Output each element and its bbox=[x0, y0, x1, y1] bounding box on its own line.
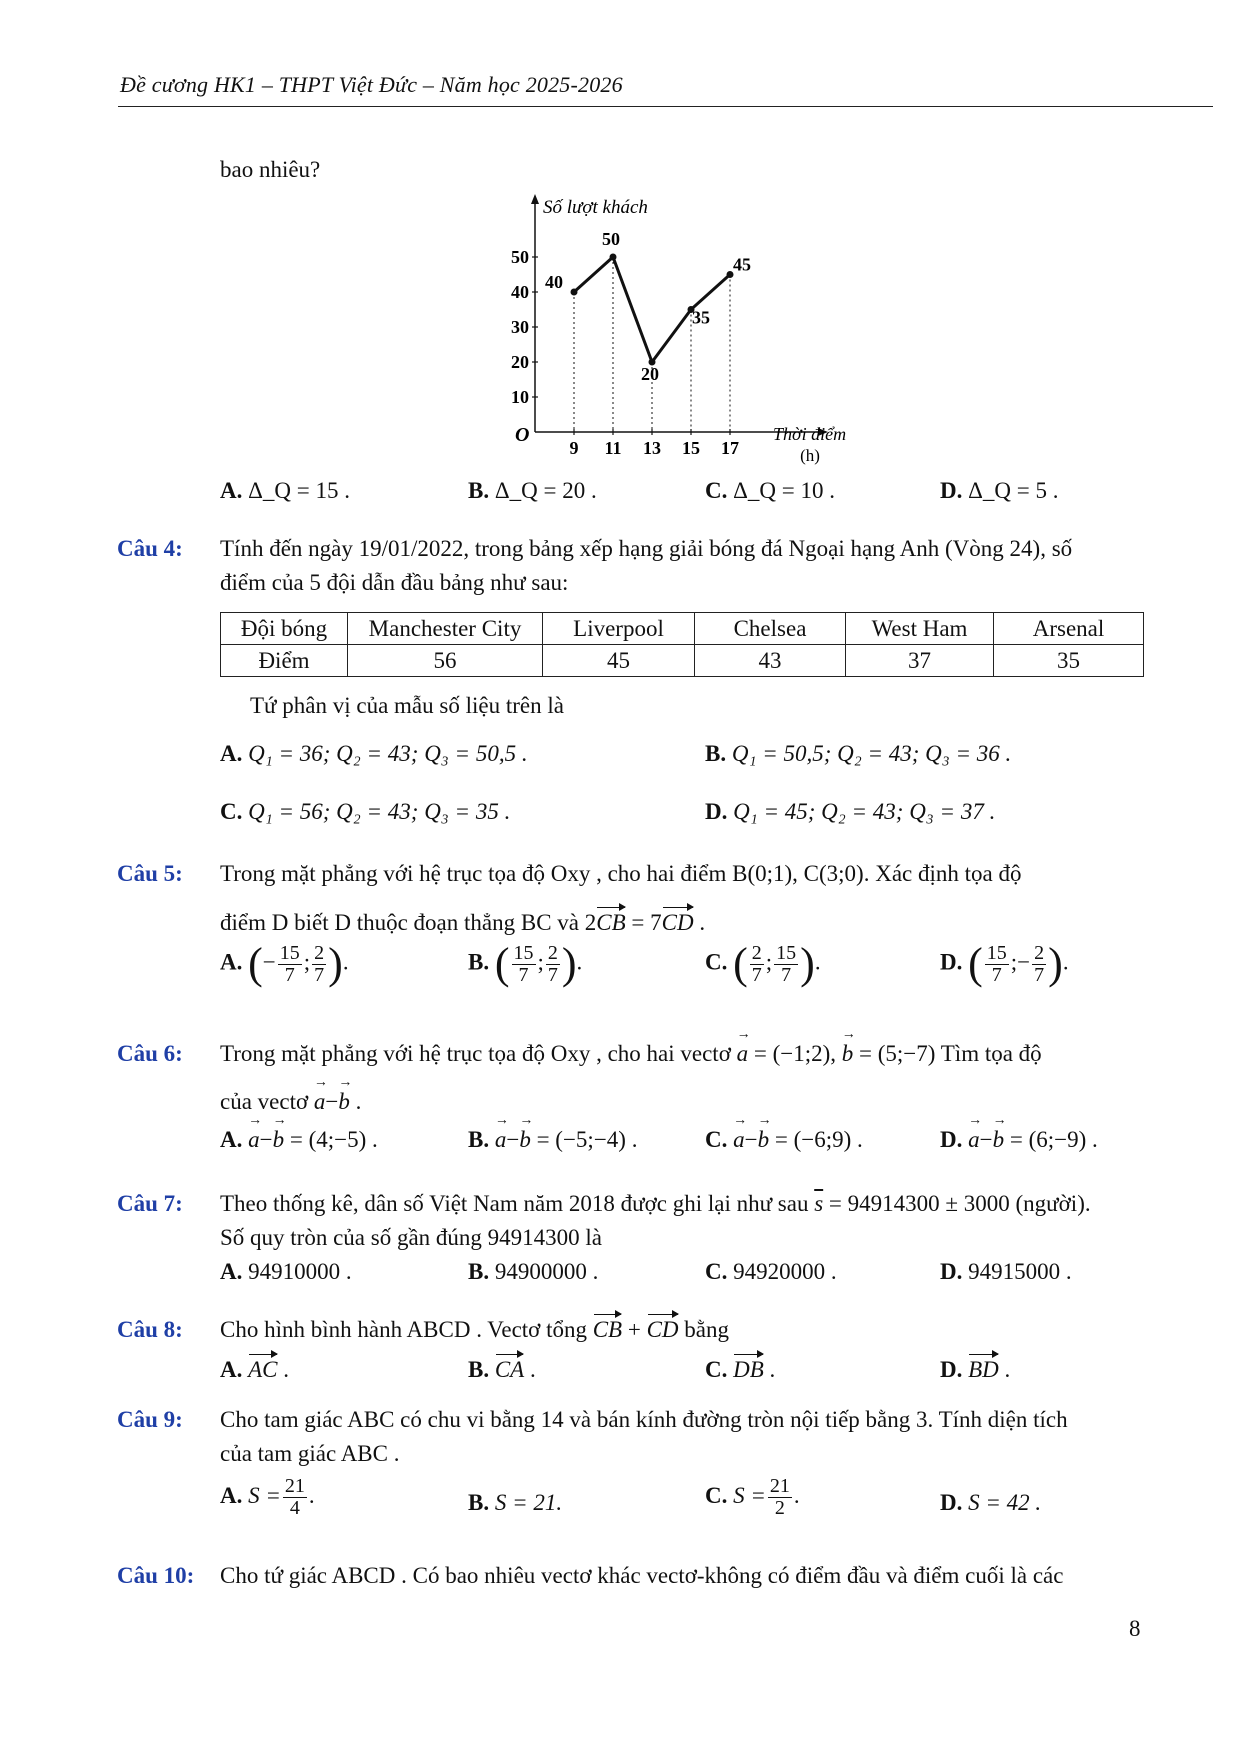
option-text: 94920000 . bbox=[733, 1259, 837, 1284]
q8-line1-text: Cho hình bình hành ABCD . Vectơ tổng bbox=[220, 1317, 593, 1342]
option-label: A. bbox=[220, 1259, 243, 1284]
fraction bbox=[278, 943, 302, 986]
table-header-cell: Arsenal bbox=[994, 613, 1144, 645]
x-tick-label: 11 bbox=[604, 438, 622, 458]
q7-line1 bbox=[220, 1191, 1091, 1217]
plus-sign: + bbox=[622, 1317, 647, 1342]
option-text: Q₁ = 56; Q₂ = 43; Q₃ = 35 . bbox=[248, 799, 511, 824]
q8-line1 bbox=[220, 1317, 729, 1343]
q7-option-d[interactable] bbox=[940, 1259, 1072, 1285]
q7-line2: Số quy tròn của số gần đúng 94914300 là bbox=[220, 1225, 603, 1250]
q3-line-chart bbox=[480, 190, 880, 470]
option-text: Δ_Q = 20 . bbox=[494, 478, 597, 503]
data-label: 35 bbox=[692, 307, 710, 328]
option-text: Δ_Q = 10 . bbox=[733, 478, 835, 503]
option-text: = (−5;−4) . bbox=[536, 1127, 638, 1152]
q9-label: Câu 9: bbox=[117, 1407, 183, 1432]
q4-option-a[interactable] bbox=[220, 741, 528, 767]
table-cell: 35 bbox=[994, 645, 1144, 677]
right-paren: ) bbox=[328, 939, 343, 988]
q4-question: Tứ phân vị của mẫu số liệu trên là bbox=[250, 693, 564, 718]
denominator: 7 bbox=[547, 963, 558, 986]
q7-line1-text: Theo thống kê, dân số Việt Nam năm 2018 được ghi lại như sau bbox=[220, 1191, 815, 1216]
page-header: Đề cương HK1 – THPT Việt Đức – Năm học 2025-2026 bbox=[120, 72, 623, 97]
table-cell: 45 bbox=[543, 645, 695, 677]
q5-option-d[interactable]: D. ( $\frac{15}{7}$ ;− $\frac{2}{7}$ ). bbox=[940, 939, 1069, 988]
option-text: S = bbox=[733, 1482, 766, 1508]
q3-option-a[interactable] bbox=[220, 478, 350, 504]
option-label: B. bbox=[468, 1259, 490, 1284]
y-tick-label: 30 bbox=[511, 317, 529, 337]
option-label: A. bbox=[220, 1482, 243, 1508]
q3-stem-tail: bao nhiêu? bbox=[220, 157, 321, 182]
q9-line2: của tam giác ABC . bbox=[220, 1441, 400, 1466]
option-end: . bbox=[763, 1357, 776, 1382]
data-label: 50 bbox=[602, 229, 620, 249]
data-point bbox=[571, 289, 578, 296]
option-label: B. bbox=[468, 1357, 490, 1382]
table-cell: 37 bbox=[846, 645, 994, 677]
q9-option-d[interactable] bbox=[940, 1490, 1041, 1516]
fraction bbox=[985, 943, 1009, 986]
numerator: 15 bbox=[513, 941, 534, 964]
option-label: D. bbox=[940, 1127, 963, 1152]
x-axis-label: Thời điểm bbox=[773, 424, 847, 444]
option-label: A. bbox=[220, 741, 243, 766]
q8-line1-end: bằng bbox=[678, 1317, 730, 1342]
vector-a: → a bbox=[314, 1089, 326, 1115]
option-label: A. bbox=[220, 478, 243, 503]
option-text: Q₁ = 45; Q₂ = 43; Q₃ = 37 . bbox=[733, 799, 996, 824]
numerator: 2 bbox=[314, 941, 325, 964]
table-header-cell: Chelsea bbox=[695, 613, 846, 645]
vector-a: → a bbox=[733, 1127, 745, 1153]
vector-a: → a bbox=[248, 1127, 260, 1153]
right-paren: ) bbox=[561, 939, 577, 988]
denominator: 4 bbox=[289, 1497, 300, 1519]
q8-option-b[interactable] bbox=[468, 1357, 536, 1383]
q6-option-d[interactable]: D. → a−→ b = (6;−9) . bbox=[940, 1127, 1098, 1153]
table-header-cell: Liverpool bbox=[543, 613, 695, 645]
q8-option-d[interactable] bbox=[940, 1357, 1010, 1383]
q4-option-b[interactable] bbox=[705, 741, 1011, 767]
denominator: 7 bbox=[518, 963, 529, 986]
option-label: D. bbox=[940, 949, 963, 975]
q8-option-a[interactable] bbox=[220, 1357, 289, 1383]
data-label: 20 bbox=[641, 364, 659, 384]
option-text: 94915000 . bbox=[968, 1259, 1072, 1284]
y-tick-label: 10 bbox=[511, 387, 529, 407]
data-label: 40 bbox=[545, 272, 563, 292]
y-axis-arrow bbox=[531, 194, 539, 204]
option-text: S = 42 . bbox=[968, 1490, 1042, 1515]
q3-option-d[interactable] bbox=[940, 478, 1059, 504]
right-paren: ) bbox=[800, 939, 815, 988]
numerator: 2 bbox=[547, 941, 558, 964]
vector-ac: AC bbox=[248, 1357, 278, 1382]
option-label: B. bbox=[468, 949, 490, 975]
q7-label: Câu 7: bbox=[117, 1191, 183, 1216]
origin-label: O bbox=[515, 424, 530, 446]
option-text: Δ_Q = 15 . bbox=[248, 478, 350, 503]
q10-line1: Cho tứ giác ABCD . Có bao nhiêu vectơ khác vectơ-không có điểm đầu và điểm cuối là các bbox=[220, 1563, 1064, 1588]
option-label: D. bbox=[940, 1259, 963, 1284]
option-label: B. bbox=[468, 1490, 490, 1515]
q6-option-b[interactable]: B. → a−→ b = (−5;−4) . bbox=[468, 1127, 637, 1153]
vector-a: → a bbox=[737, 1041, 749, 1067]
denominator: 7 bbox=[1034, 963, 1045, 986]
x-axis-unit: (h) bbox=[800, 446, 820, 465]
q10-label: Câu 10: bbox=[117, 1563, 195, 1588]
vector-b: → b bbox=[842, 1041, 854, 1067]
numerator: 15 bbox=[986, 941, 1007, 964]
frac-sign: − bbox=[262, 949, 276, 975]
numerator: 15 bbox=[776, 941, 797, 964]
frac-sign: − bbox=[1017, 949, 1031, 975]
fraction bbox=[774, 943, 798, 986]
denominator: 7 bbox=[284, 963, 295, 986]
denominator: 7 bbox=[751, 963, 762, 986]
numerator: 2 bbox=[751, 941, 762, 964]
q5-line2-mid: = 7 bbox=[625, 910, 662, 935]
fraction bbox=[512, 943, 536, 986]
q6-line2: của vectơ → a−→ b . bbox=[220, 1089, 361, 1115]
x-tick-label: 17 bbox=[721, 438, 739, 458]
y-tick-label: 40 bbox=[511, 282, 529, 302]
option-text: = (−6;9) . bbox=[774, 1127, 863, 1152]
y-tick-label: 20 bbox=[511, 352, 529, 372]
vector-b-value: = (5;−7) Tìm tọa độ bbox=[859, 1041, 1042, 1066]
table-cell: 43 bbox=[695, 645, 846, 677]
q9-option-b[interactable] bbox=[468, 1490, 562, 1516]
q5-line1: Trong mặt phẳng với hệ trục tọa độ Oxy , cho hai điểm B(0;1), C(3;0). Xác định tọa độ bbox=[220, 861, 1022, 886]
vector-bd: BD bbox=[968, 1357, 999, 1382]
option-label: D. bbox=[940, 1490, 963, 1515]
fraction bbox=[768, 1476, 792, 1519]
q7-option-c[interactable] bbox=[705, 1259, 837, 1285]
vector-ca: CA bbox=[494, 1357, 525, 1382]
option-text: 94910000 . bbox=[248, 1259, 352, 1284]
option-end: . bbox=[308, 1482, 315, 1508]
q9-line1: Cho tam giác ABC có chu vi bằng 14 và bán kính đường tròn nội tiếp bằng 3. Tính diện tích bbox=[220, 1407, 1068, 1432]
table-cell: 56 bbox=[348, 645, 543, 677]
vector-b: → b bbox=[758, 1127, 770, 1153]
numerator: 2 bbox=[1034, 941, 1045, 964]
q7-variable: $\overline{s}$ bbox=[814, 1191, 824, 1216]
q5-line2-end: . bbox=[693, 910, 706, 935]
option-end: . bbox=[277, 1357, 290, 1382]
fraction bbox=[750, 943, 764, 986]
q6-line2-text: của vectơ bbox=[220, 1089, 314, 1114]
option-label: C. bbox=[705, 949, 728, 975]
option-text: 94900000 . bbox=[494, 1259, 599, 1284]
option-end: . bbox=[998, 1357, 1011, 1382]
vector-cd: CD bbox=[661, 910, 694, 935]
option-text: = (4;−5) . bbox=[289, 1127, 378, 1152]
q4-line2: điểm của 5 đội dẫn đầu bảng như sau: bbox=[220, 570, 569, 595]
q9-option-a[interactable] bbox=[220, 1476, 315, 1519]
q9-option-c[interactable] bbox=[705, 1476, 800, 1519]
q5-option-b[interactable]: B. ( $\frac{15}{7}$ ; $\frac{2}{7}$ ). bbox=[468, 939, 583, 988]
option-label: C. bbox=[705, 478, 728, 503]
vector-cb: CB bbox=[592, 1317, 623, 1342]
x-tick-label: 15 bbox=[682, 438, 700, 458]
fraction bbox=[312, 943, 326, 986]
q3-option-c[interactable] bbox=[705, 478, 835, 504]
option-label: B. bbox=[705, 741, 727, 766]
option-label: B. bbox=[468, 478, 490, 503]
option-end: . bbox=[524, 1357, 536, 1382]
x-tick-label: 9 bbox=[569, 438, 579, 458]
option-label: A. bbox=[220, 1127, 243, 1152]
data-point bbox=[610, 254, 617, 261]
q7-line1-value: = 94914300 ± 3000 (người). bbox=[823, 1191, 1091, 1216]
option-text: Δ_Q = 5 . bbox=[968, 478, 1059, 503]
numerator: 21 bbox=[284, 1475, 305, 1497]
q6-line2-end: . bbox=[349, 1089, 362, 1114]
option-label: D. bbox=[940, 1357, 963, 1382]
vector-b: → b bbox=[338, 1089, 350, 1115]
vector-b: → b bbox=[273, 1127, 285, 1153]
q4-option-d[interactable] bbox=[705, 799, 995, 825]
option-text: S = 21. bbox=[494, 1490, 563, 1515]
option-label: C. bbox=[705, 1259, 728, 1284]
fraction bbox=[546, 943, 560, 986]
q5-line2 bbox=[220, 910, 705, 936]
vector-b: → b bbox=[519, 1127, 531, 1153]
option-label: A. bbox=[220, 1357, 243, 1382]
option-label: C. bbox=[705, 1127, 728, 1152]
vector-cd: CD bbox=[646, 1317, 679, 1342]
vector-cb: CB bbox=[596, 910, 626, 935]
table-header-cell: Manchester City bbox=[348, 613, 543, 645]
vector-a: → a bbox=[968, 1127, 980, 1153]
fraction bbox=[1032, 943, 1046, 986]
q4-label: Câu 4: bbox=[117, 536, 183, 561]
vector-db: DB bbox=[733, 1357, 764, 1382]
y-axis-label: Số lượt khách bbox=[543, 197, 648, 218]
q4-option-c[interactable] bbox=[220, 799, 510, 825]
numerator: 21 bbox=[769, 1475, 790, 1497]
q8-option-c[interactable] bbox=[705, 1357, 775, 1383]
numerator: 15 bbox=[279, 941, 300, 964]
option-label: D. bbox=[705, 799, 728, 824]
q6-line1 bbox=[220, 1041, 1042, 1067]
q4-line1: Tính đến ngày 19/01/2022, trong bảng xếp hạng giải bóng đá Ngoại hạng Anh (Vòng 24), số bbox=[220, 536, 1073, 561]
left-paren: ( bbox=[733, 939, 748, 988]
q6-label: Câu 6: bbox=[117, 1041, 183, 1066]
option-text: S = bbox=[248, 1482, 281, 1508]
right-paren: ) bbox=[1048, 939, 1063, 988]
q5-option-a[interactable]: A. (− $\frac{15}{7}$ ; $\frac{2}{7}$ ). bbox=[220, 939, 349, 988]
table-cell: Điểm bbox=[221, 645, 348, 677]
q6-option-c[interactable]: C. → a−→ b = (−6;9) . bbox=[705, 1127, 863, 1153]
fraction bbox=[283, 1476, 307, 1519]
option-text: Q₁ = 36; Q₂ = 43; Q₃ = 50,5 . bbox=[248, 741, 528, 766]
option-label: A. bbox=[220, 949, 243, 975]
option-text: Q₁ = 50,5; Q₂ = 43; Q₃ = 36 . bbox=[731, 741, 1012, 766]
left-paren: ( bbox=[494, 939, 510, 988]
page-number: 8 bbox=[1129, 1616, 1141, 1641]
option-end: . bbox=[793, 1482, 800, 1508]
denominator: 7 bbox=[314, 963, 325, 986]
x-tick-label: 13 bbox=[643, 438, 661, 458]
q8-label: Câu 8: bbox=[117, 1317, 183, 1342]
denominator: 7 bbox=[781, 963, 792, 986]
table-row bbox=[221, 645, 1144, 677]
option-label: D. bbox=[940, 478, 963, 503]
table-header-cell: West Ham bbox=[846, 613, 994, 645]
left-paren: ( bbox=[968, 939, 983, 988]
option-label: C. bbox=[220, 799, 243, 824]
y-tick-label: 50 bbox=[511, 247, 529, 267]
table-header-row bbox=[221, 613, 1144, 645]
option-label: B. bbox=[468, 1127, 490, 1152]
vector-a-value: = (−1;2), bbox=[753, 1041, 837, 1066]
option-label: C. bbox=[705, 1482, 728, 1508]
q5-option-c[interactable]: C. ( $\frac{2}{7}$ ; $\frac{15}{7}$ ). bbox=[705, 939, 821, 988]
option-label: C. bbox=[705, 1357, 728, 1382]
denominator: 2 bbox=[774, 1497, 785, 1519]
left-paren: ( bbox=[248, 939, 263, 988]
q5-line2-text: điểm D biết D thuộc đoạn thẳng BC và 2 bbox=[220, 910, 597, 935]
q7-option-a[interactable] bbox=[220, 1259, 352, 1285]
vector-a: → a bbox=[495, 1127, 507, 1153]
option-text: = (6;−9) . bbox=[1009, 1127, 1098, 1152]
q5-label: Câu 5: bbox=[117, 861, 183, 886]
q4-score-table bbox=[220, 612, 1144, 677]
q3-option-b[interactable] bbox=[468, 478, 597, 504]
q7-option-b[interactable] bbox=[468, 1259, 598, 1285]
vector-b: → b bbox=[993, 1127, 1005, 1153]
table-header-cell: Đội bóng bbox=[221, 613, 348, 645]
data-label: 45 bbox=[733, 254, 751, 275]
q6-option-a[interactable]: A. → a−→ b = (4;−5) . bbox=[220, 1127, 378, 1153]
header-divider bbox=[118, 106, 1213, 107]
denominator: 7 bbox=[991, 963, 1002, 986]
q6-line1-text: Trong mặt phẳng với hệ trục tọa độ Oxy , cho hai vectơ bbox=[220, 1041, 737, 1066]
